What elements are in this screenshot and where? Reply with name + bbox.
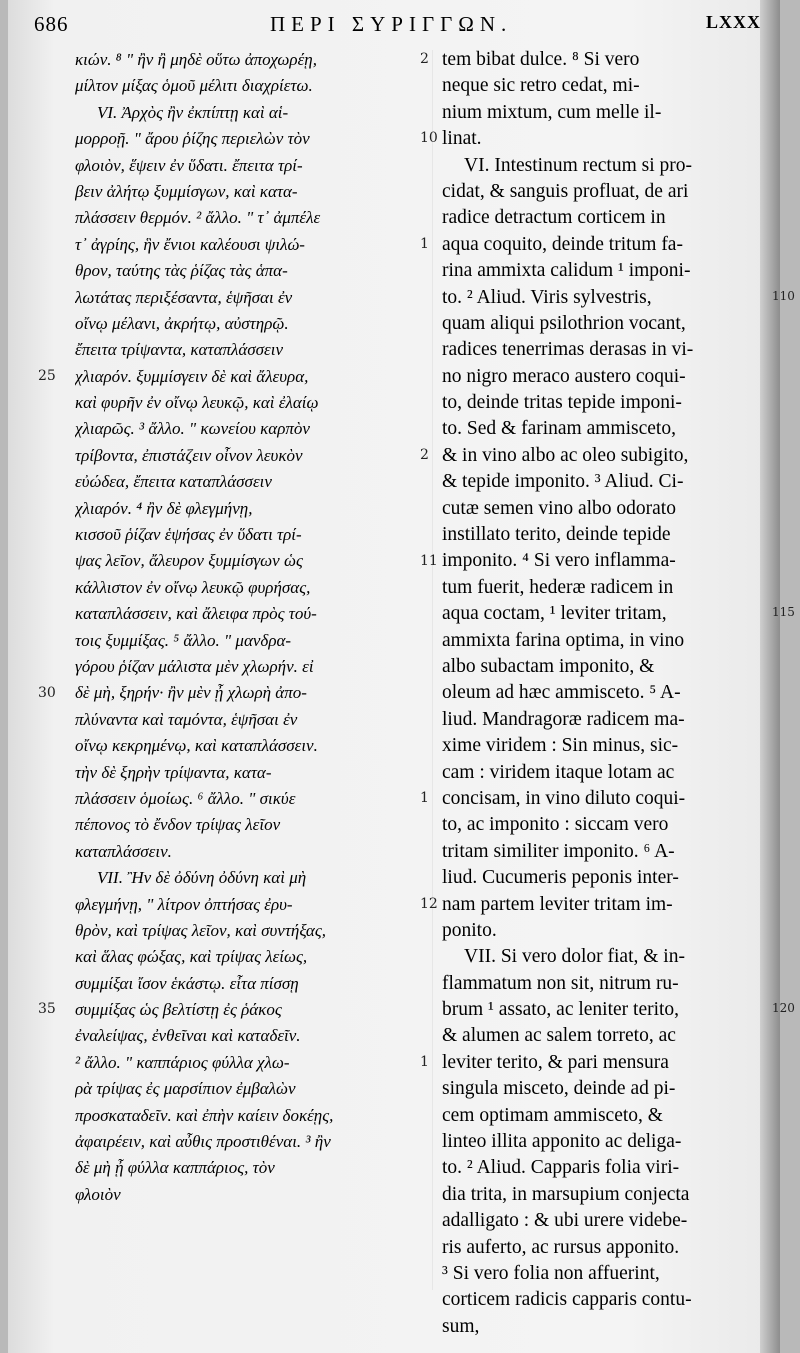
greek_lines-line: ρὰ τρίψας ἐς μαρσίπιον ἐμβαλὼν [75,1079,296,1099]
greek_lines-line: κιών. ⁸ " ἢν ἢ μηδὲ οὕτω ἀποχωρέῃ, [75,50,317,69]
latin_lines-line: to. ² Aliud. Capparis folia viri- [442,1157,680,1179]
latin_lines-line: nium mixtum, cum melle il- [442,101,662,123]
greek_lines-line: προσκαταδεῖν. καὶ ἐπὴν καίειν δοκέῃς, [75,1105,334,1125]
latin_lines-line: ris auferto, ac rursus apponito. [442,1236,680,1258]
latin_lines-line: cutæ semen vino albo odorato [442,497,676,519]
latin_lines-line: radice detractum corticem in [442,207,666,229]
margin-number: 10 [420,130,438,147]
margin-number: 1 [420,1054,429,1071]
latin_lines-line: ³ Si vero folia non affuerint, [442,1262,660,1284]
margin-number: 2 [420,51,429,67]
greek_lines-line: οἴνῳ κεκρημένῳ, καὶ καταπλάσσειν. [75,736,318,756]
section-numeral: LXXX [706,12,762,32]
latin_lines-line: adalligato : & ubi urere videbe- [442,1210,688,1232]
greek_lines-line: βειν ἀλήτῳ ξυμμίσγων, καὶ κατα- [75,181,298,201]
greek_lines-line: ² ἄλλο. " καππάριος φύλλα χλω- [75,1052,290,1072]
greek_lines-line: πέπονος τὸ ἔνδον τρίψας λεῖον [75,815,281,835]
latin_lines-line: oleum ad hæc ammisceto. ⁵ A- [442,682,681,704]
greek_lines-line: πλύναντα καὶ ταμόντα, ἑψῆσαι ἐν [75,709,298,729]
latin_lines-line: cem optimam ammisceto, & [442,1104,663,1126]
latin_lines-line: to, deinde tritas tepide imponi- [442,392,682,414]
greek_lines-line: θρὸν, καὶ τρίψας λεῖον, καὶ συντήξας, [75,920,326,940]
greek_lines-line: τοις ξυμμίξας. ⁵ ἄλλο. " μανδρα- [75,630,292,650]
margin-number: 120 [772,1001,795,1016]
greek_lines-line: λωτάτας περιξέσαντα, ἑψῆσαι ἐν [75,287,293,307]
latin_lines-line: instillato terito, deinde tepide [442,524,671,546]
latin_lines-line: tem bibat dulce. ⁸ Si vero [442,49,640,70]
latin-column [442,47,772,1340]
greek_lines-line: γόρου ῥίζαν μάλιστα μὲν χλωρήν. εἰ [75,656,314,676]
greek_lines-line: τ᾽ ἀγρίης, ἣν ἔνιοι καλέουσι ψιλώ- [75,234,305,254]
greek_lines-line: ἔπειτα τρίψαντα, καταπλάσσειν [75,340,284,360]
margin-number: 30 [38,684,56,701]
running-title: ΠΕΡΙ ΣΥΡΙΓΓΩΝ. [270,12,513,36]
margin-number: 1 [420,235,429,252]
latin_lines-line: neque sic retro cedat, mi- [442,75,640,97]
latin_lines-line: liud. Mandragoræ radicem ma- [442,708,685,730]
latin_lines-line: aqua coctam, ¹ leviter tritam, [442,603,667,625]
greek_lines-line: μίλτον μίξας ὁμοῦ μέλιτι διαχρίετω. [75,76,313,96]
latin_lines-line: VI. Intestinum rectum si pro- [464,154,692,176]
latin_lines-line: cidat, & sanguis profluat, de ari [442,180,689,202]
latin_lines-line: brum ¹ assato, ac leniter terito, [442,999,680,1021]
greek_lines-line: πλάσσειν θερμόν. ² ἄλλο. " τ᾽ ἀμπέλε [75,208,321,228]
greek_lines-line: φλεγμήνῃ, " λίτρον ὀπτήσας ἐρυ- [75,894,293,914]
greek_lines-line: πλάσσειν ὁμοίως. ⁶ ἄλλο. " σικύε [75,788,296,808]
latin_lines-line: albo subactam imponito, & [442,655,655,677]
greek_lines-line: εὐώδεα, ἔπειτα καταπλάσσειν [75,472,272,492]
greek_lines-line: VI. Ἀρχὸς ἢν ἐκπίπτῃ καὶ αἱ- [97,102,289,122]
latin_lines-line: to. ² Aliud. Viris sylvestris, [442,286,652,308]
greek_lines-line: τὴν δὲ ξηρὴν τρίψαντα, κατα- [75,762,272,782]
greek_lines-line: συμμίξαι ἴσον ἑκάστῳ. εἶτα πίσσῃ [75,973,299,993]
greek_lines-line: χλιαρόν. ⁴ ἢν δὲ φλεγμήνῃ, [75,498,253,518]
latin_lines-line: liud. Cucumeris peponis inter- [442,867,679,889]
latin_lines-line: rina ammixta calidum ¹ imponi- [442,260,691,282]
greek_lines-line: μορροῇ. " ἄρου ῥίζης περιελὼν τὸν [75,129,310,149]
page-number: 686 [34,12,69,36]
latin_lines-line: VII. Si vero dolor fiat, & in- [464,946,685,968]
latin_lines-line: & tepide imponito. ³ Aliud. Ci- [442,471,684,493]
latin_lines-line: no nigro meraco austero coqui- [442,365,686,387]
margin-number: 11 [420,552,438,569]
margin-number: 110 [772,288,795,303]
latin_lines-line: imponito. ⁴ Si vero inflamma- [442,550,676,572]
latin_lines-line: to. Sed & farinam ammisceto, [442,418,676,440]
greek_lines-line: θρον, ταύτης τὰς ῥίζας τὰς ἁπα- [75,261,288,281]
latin_lines-line: & alumen ac salem torreto, ac [442,1025,676,1047]
latin_lines-line: radices tenerrimas derasas in vi- [442,339,694,361]
greek_lines-line: VII. Ἢν δὲ ὀδύνη ὀδύνη καὶ μὴ [97,868,307,888]
greek_lines-line: δὲ μὴ, ξηρήν· ἢν μὲν ᾖ χλωρὴ ἀπο- [75,683,307,703]
greek_lines-line: ψας λεῖον, ἄλευρον ξυμμίσγων ὡς [75,551,303,571]
latin_lines-line: linteo illita apponito ac deliga- [442,1131,682,1153]
greek_lines-line: χλιαρῶς. ³ ἄλλο. " κωνείου καρπὸν [75,419,310,439]
latin_lines-line: xime viridem : Sin minus, sic- [442,735,679,757]
greek_lines-line: καταπλάσσειν. [75,841,172,861]
latin_lines-line: nam partem leviter tritam im- [442,893,673,915]
greek_lines-line: ἐναλείψας, ἐνθεῖναι καὶ καταδεῖν. [75,1026,301,1046]
margin-number: 25 [38,367,56,384]
greek_lines-line: φλοιὸν, ἕψειν ἐν ὕδατι. ἔπειτα τρί- [75,155,303,175]
greek-column [75,47,420,1208]
latin_lines-line: quam aliqui psilothrion vocant, [442,312,686,334]
latin_lines-line: tum fuerit, hederæ radicem in [442,576,674,598]
latin_lines-line: to, ac imponito : siccam vero [442,814,669,836]
latin_lines-line: tritam similiter imponito. ⁶ A- [442,840,675,862]
greek_lines-line: δὲ μὴ ᾖ φύλλα καππάριος, τὸν [75,1158,275,1178]
greek_lines-line: καὶ φυρῆν ἐν οἴνῳ λευκῷ, καὶ ἐλαίῳ [75,393,319,413]
running-header [0,12,800,42]
latin_lines-line: singula misceto, deinde ad pi- [442,1078,676,1100]
column-gutter [432,50,433,1290]
latin_lines-line: ammixta farina optima, in vino [442,629,685,651]
margin-number: 2 [420,447,429,463]
greek_lines-line: τρίβοντα, ἐπιστάζειν οἶνον λευκὸν [75,445,303,465]
greek_lines-line: συμμίξας ὡς βελτίστῃ ἐς ῥάκος [75,1000,282,1020]
greek_lines-line: κισσοῦ ῥίζαν ἑψήσας ἐν ὕδατι τρί- [75,525,302,545]
latin_lines-line: & in vino albo ac oleo subigito, [442,444,689,466]
margin-number: 1 [420,790,429,807]
greek_lines-line: κάλλιστον ἐν οἴνῳ λευκῷ φυρήσας, [75,577,311,597]
latin_lines-line: sum, [442,1315,480,1337]
greek_lines-line: ἀφαιρέειν, καὶ αὖθις προστιθέναι. ³ ἢν [75,1132,331,1152]
greek_lines-line: οἴνῳ μέλανι, ἀκρήτῳ, αὐστηρῷ. [75,313,289,333]
latin_lines-line: flammatum non sit, nitrum ru- [442,972,679,994]
latin_lines-line: leviter terito, & pari mensura [442,1051,669,1073]
latin_lines-line: cam : viridem itaque lotam ac [442,761,675,783]
greek_lines-line: καὶ ἅλας φώξας, καὶ τρίψας λείως, [75,947,308,967]
latin_lines-line: concisam, in vino diluto coqui- [442,787,686,809]
latin_lines-line: dia trita, in marsupium conjecta [442,1183,690,1205]
greek_lines-line: καταπλάσσειν, καὶ ἄλειφα πρὸς τού- [75,604,317,624]
latin_lines-line: aqua coquito, deinde tritum fa- [442,233,683,255]
latin_lines-line: linat. [442,128,482,150]
latin_lines-line: ponito. [442,919,497,941]
latin_lines-line: corticem radicis capparis contu- [442,1289,692,1311]
greek_lines-line: χλιαρόν. ξυμμίσγειν δὲ καὶ ἄλευρα, [75,366,309,386]
margin-number: 115 [772,605,795,620]
margin-number: 35 [38,1001,56,1018]
margin-number: 12 [420,895,438,912]
greek_lines-line: φλοιὸν [75,1184,121,1204]
